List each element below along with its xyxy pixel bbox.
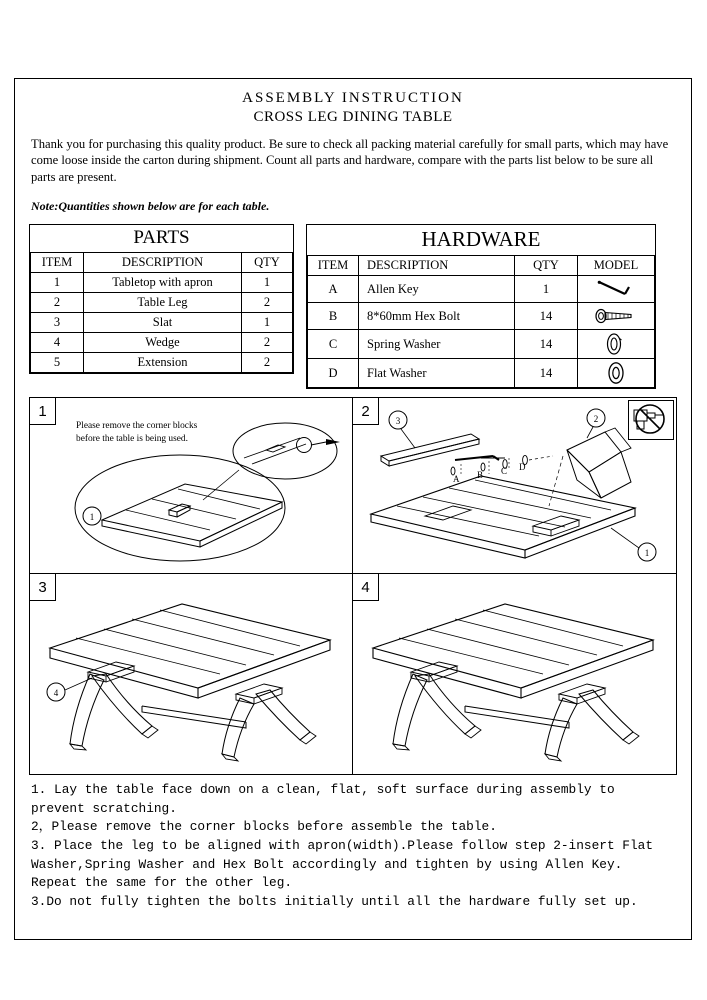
step-panels	[29, 397, 677, 774]
step-1-caption-line2: before the table is being used.	[76, 433, 188, 444]
table-row	[308, 303, 655, 330]
table-header-row	[308, 256, 655, 276]
parts-description: Wedge	[84, 333, 242, 353]
svg-text:D: D	[519, 462, 526, 473]
parts-description: Slat	[84, 313, 242, 333]
svg-text:C: C	[501, 466, 508, 477]
footer-line-7: 3.Do not fully tighten the bolts initially until all the hardware fully set up.	[31, 893, 638, 909]
hw-qty: 1	[515, 276, 578, 303]
hw-model-cell	[578, 276, 655, 303]
step-number-4: 4	[353, 574, 379, 601]
hardware-table-title: HARDWARE	[421, 227, 541, 252]
hw-model-cell	[578, 303, 655, 330]
footer-line-1: 1. Lay the table face down on a clean, flat, soft surface during assembly to	[31, 782, 615, 798]
step-number-2: 2	[353, 398, 379, 425]
hw-qty: 14	[515, 330, 578, 359]
step-row-2	[30, 573, 676, 774]
parts-item: 4	[31, 333, 84, 353]
parts-description: Table Leg	[84, 293, 242, 313]
footer-line-6: Repeat the same for the other leg.	[31, 875, 293, 891]
step-2-diagram	[353, 398, 676, 573]
step-number-3: 3	[30, 574, 56, 601]
hw-description: Flat Washer	[359, 359, 515, 388]
page-title-line2: CROSS LEG DINING TABLE	[253, 108, 453, 125]
hw-item: C	[308, 330, 359, 359]
svg-text:1: 1	[644, 548, 650, 559]
step-panel-1	[30, 398, 353, 573]
table-row	[308, 359, 655, 388]
hw-description: Allen Key	[359, 276, 515, 303]
parts-item: 3	[31, 313, 84, 333]
parts-description: Tabletop with apron	[84, 273, 242, 293]
step-panel-3	[30, 574, 353, 774]
footer-line-4: 3. Place the leg to be aligned with apron(width).Please follow step 2-insert Flat	[31, 837, 654, 853]
svg-text:B: B	[477, 470, 484, 481]
hw-qty: 14	[515, 359, 578, 388]
table-row	[31, 273, 293, 293]
parts-qty: 2	[242, 333, 293, 353]
parts-col-item: ITEM	[31, 253, 84, 273]
table-row	[308, 330, 655, 359]
footer-line-5: Washer,Spring Washer and Hex Bolt accordingly and tighten by using Allen Key.	[31, 856, 623, 872]
hw-item: B	[308, 303, 359, 330]
step-panel-2	[353, 398, 676, 573]
step-1-caption-line1: Please remove the corner blocks	[76, 421, 198, 432]
parts-col-description: DESCRIPTION	[84, 253, 242, 273]
hw-col-qty: QTY	[515, 256, 578, 276]
hw-col-item: ITEM	[308, 256, 359, 276]
parts-qty: 1	[242, 313, 293, 333]
parts-col-qty: QTY	[242, 253, 293, 273]
parts-item: 1	[31, 273, 84, 293]
table-header-row	[31, 253, 293, 273]
parts-table	[30, 252, 293, 373]
svg-text:3: 3	[395, 416, 401, 427]
tables-row	[29, 224, 677, 389]
parts-table-box	[29, 224, 294, 374]
svg-text:A: A	[453, 474, 460, 485]
parts-item: 5	[31, 353, 84, 373]
parts-qty: 2	[242, 353, 293, 373]
step-number-1: 1	[30, 398, 56, 425]
quantity-note: Note:Quantities shown below are for each table.	[31, 199, 270, 214]
hw-col-model: MODEL	[578, 256, 655, 276]
hw-item: A	[308, 276, 359, 303]
hw-description: Spring Washer	[359, 330, 515, 359]
parts-item: 2	[31, 293, 84, 313]
table-row	[31, 293, 293, 313]
hw-model-cell	[578, 330, 655, 359]
hw-model-cell	[578, 359, 655, 388]
step-panel-4	[353, 574, 676, 774]
title-block	[15, 89, 691, 127]
hw-item: D	[308, 359, 359, 388]
hardware-table	[307, 255, 655, 388]
step-4-diagram	[353, 574, 676, 774]
table-row	[31, 333, 293, 353]
page-title-line1: ASSEMBLY INSTRUCTION	[242, 90, 464, 106]
step-3-diagram	[30, 574, 353, 774]
footer-line-2: prevent scratching.	[31, 800, 177, 816]
table-row	[31, 313, 293, 333]
hex-bolt-icon	[593, 305, 639, 327]
flat-washer-icon	[601, 361, 631, 385]
table-row	[308, 276, 655, 303]
svg-text:2: 2	[593, 414, 599, 425]
sheet-border	[14, 78, 692, 940]
hardware-table-box	[306, 224, 656, 389]
footer-line-3: 2，Please remove the corner blocks before assemble the table.	[31, 819, 497, 835]
hw-description: 8*60mm Hex Bolt	[359, 303, 515, 330]
allen-key-icon	[595, 278, 637, 300]
hw-qty: 14	[515, 303, 578, 330]
hw-col-description: DESCRIPTION	[359, 256, 515, 276]
parts-qty: 1	[242, 273, 293, 293]
intro-paragraph: Thank you for purchasing this quality product. Be sure to check all packing material carefully for small parts, which may have come loose inside the carton during shipment. Count all parts and hardware, compare with the parts list below to be sure all parts are present.	[31, 136, 669, 184]
svg-text:4: 4	[53, 688, 59, 699]
table-row	[31, 353, 293, 373]
footer-instructions	[29, 774, 677, 911]
step-row-1	[30, 398, 676, 573]
svg-text:1: 1	[89, 512, 95, 523]
parts-description: Extension	[84, 353, 242, 373]
step-1-diagram	[30, 398, 353, 573]
parts-table-title: PARTS	[133, 227, 190, 249]
spring-washer-icon	[601, 332, 631, 356]
parts-qty: 2	[242, 293, 293, 313]
